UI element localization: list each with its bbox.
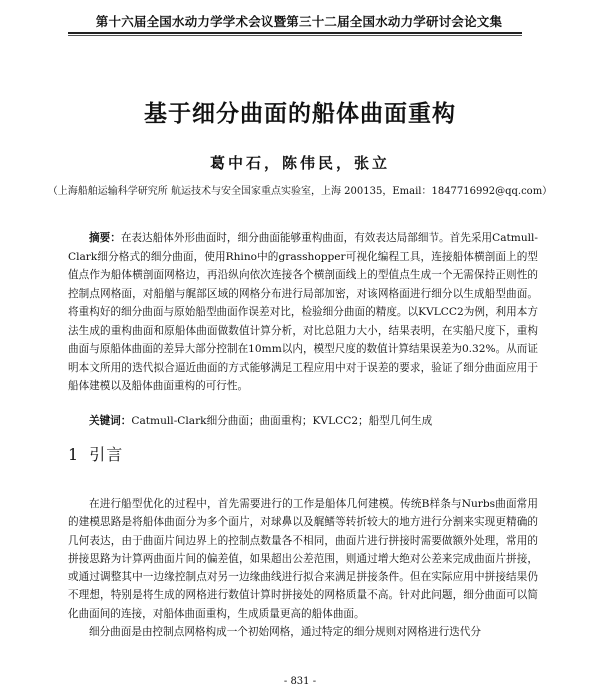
abstract-text: 在表达船体外形曲面时，细分曲面能够重构曲面，有效表达局部细节。首先采用Catmull-Clark细分格式的细分曲面，使用Rhino中的grasshopper可视化编程工具，连接船体横剖面上的型值点作为船体横剖面网格边，再沿纵向依次连接各个横剖面线上的型值点生成一个无需保持正则性的控制点网格面，对船艏与艉部区域的网格分布进行局部加密，对该网格面进行细分以生成船型曲面。将重构好的细分曲面与原始船型曲面作误差对比，检验细分曲面的精度。以KVLCC2为例，利用本方法生成的重构曲面和原船体曲面做数值计算分析，对比总阻力大小，结果表明，在实船尺度下，重构曲面与原船体曲面的差异大部分控制在10mm以内，模型尺度的数值计算结果误差为0.32%。从而证明本文所用的迭代拟合逼近曲面的方式能够满足工程应用中对于误差的要求，验证了细分曲面应用于船体建模以及船体曲面重构的可行性。 [68, 232, 538, 392]
keywords-label: 关键词： [89, 415, 132, 427]
affiliation: （上海船舶运输科学研究所 航运技术与安全国家重点实验室，上海 200135，Email：1847716992@qq.com） [47, 186, 553, 197]
authors: 葛中石，陈伟民，张立 [209, 154, 390, 172]
abstract [68, 229, 538, 396]
page-number: - 831 - [283, 676, 317, 687]
section-number: 1 [68, 445, 80, 464]
section-heading [68, 442, 123, 465]
body-paragraph-1: 在进行船型优化的过程中，首先需要进行的工作是船体几何建模。传统B样条与Nurbs曲面常用的建模思路是将船体曲面分为多个面片，对球鼻以及艉鳍等转折较大的地方进行分割来实现更精确的几何表达，由于曲面片间边界上的控制点数量各不相同，曲面片进行拼接时需要做额外处理，常用的拼接思路为计算两曲面片间的偏差值，如果超出公差范围，则通过增大绝对公差来完成曲面片拼接，或通过调整其中一边缘控制点对另一边缘曲线进行拟合来满足拼接条件。但在实际应用中拼接结果仍不理想，特别是将生成的网格进行数值计算时拼接处的网格质量不高。针对此问题，细分曲面可以简化曲面间的连接，对船体曲面重构，生成质量更高的船体曲面。 [68, 498, 538, 620]
header-rule-thin [68, 35, 522, 36]
running-header: 第十六届全国水动力学学术会议暨第三十二届全国水动力学研讨会论文集 [95, 14, 503, 29]
keywords [89, 412, 539, 430]
header-rule [68, 32, 522, 34]
keywords-text: Catmull-Clark细分曲面；曲面重构；KVLCC2；船型几何生成 [131, 415, 433, 427]
paper-title: 基于细分曲面的船体曲面重构 [144, 101, 456, 127]
abstract-label: 摘要： [89, 232, 121, 244]
section-title: 引言 [89, 445, 124, 464]
body-paragraph-2: 细分曲面是由控制点网格构成一个初始网格，通过特定的细分规则对网格进行迭代分 [89, 626, 481, 639]
body-text [68, 495, 538, 641]
